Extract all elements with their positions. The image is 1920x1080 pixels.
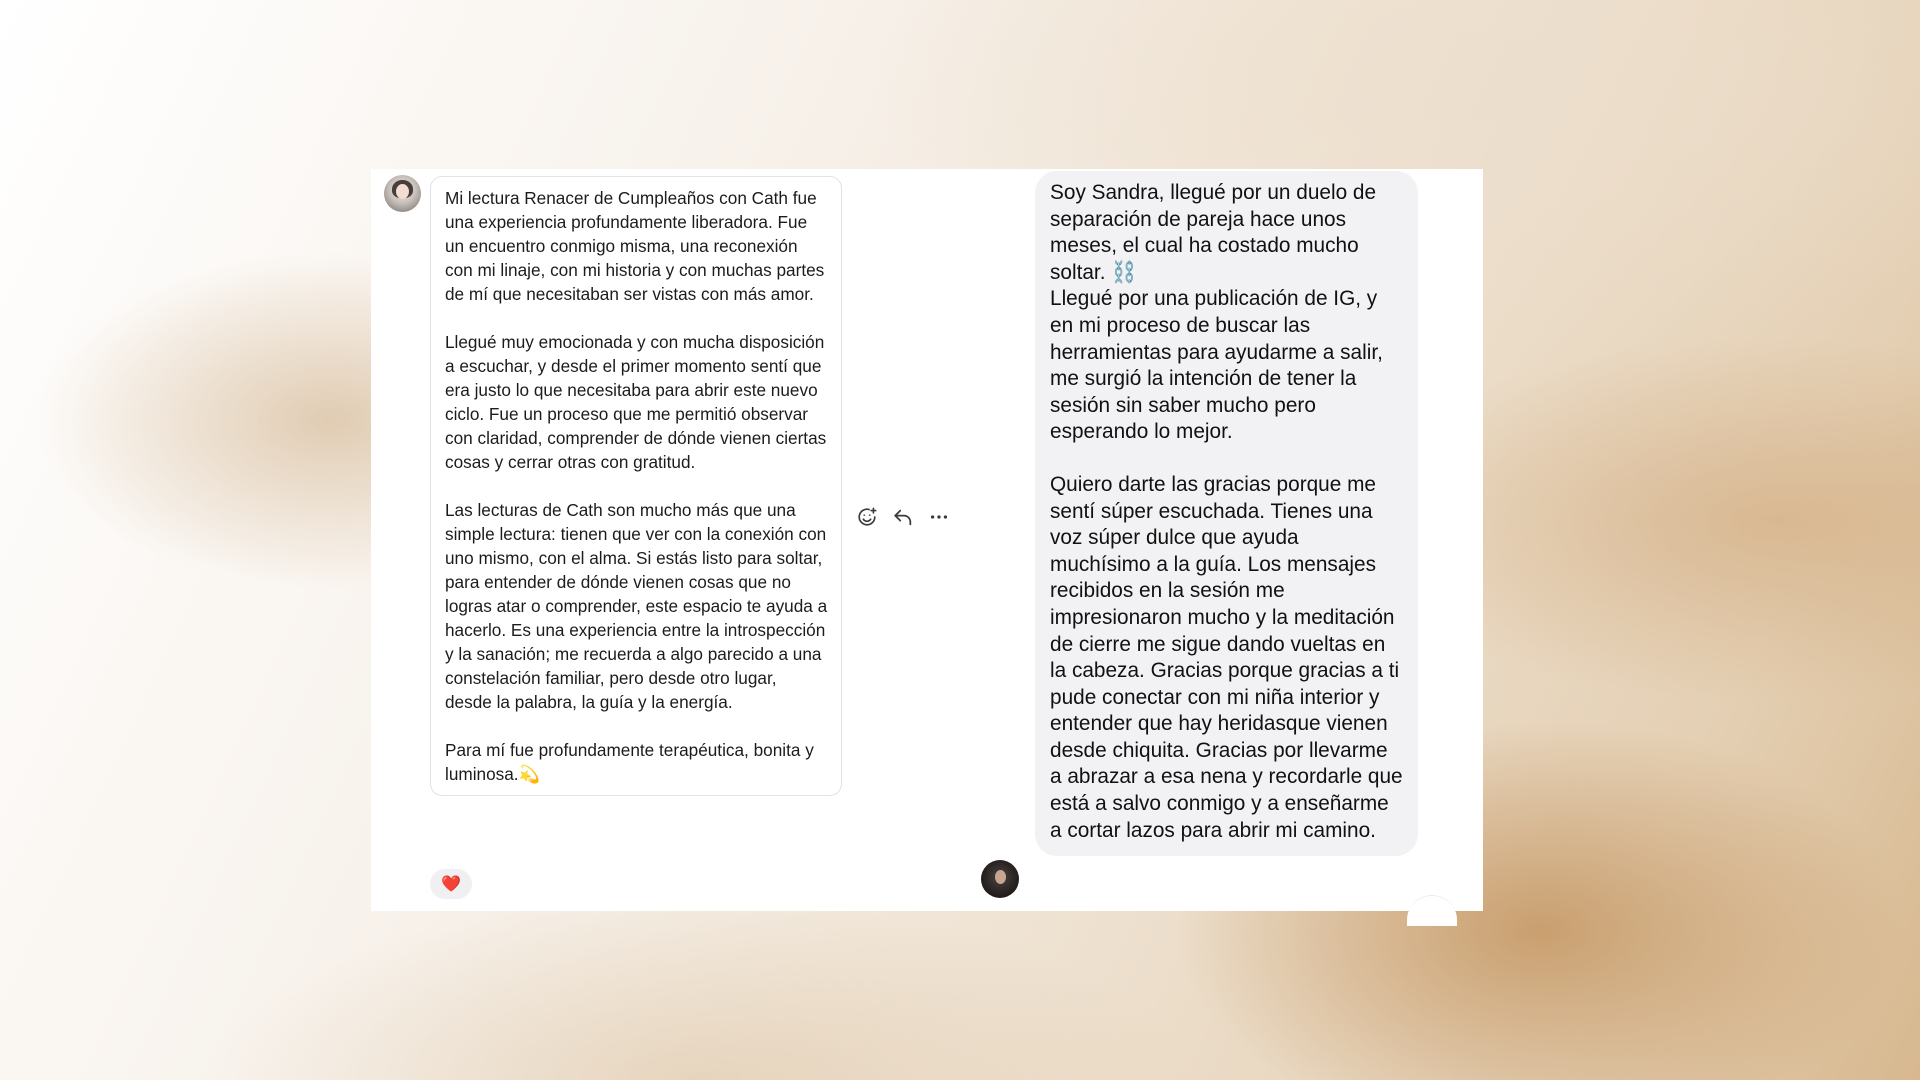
message-paragraph: Quiero darte las gracias porque me sentí súper escuchada. Tienes una voz súper dulce que ayuda muchísimo a la guía. Los mensajes recibidos en la sesión me impresionaron mucho y la meditación de cierre me sigue dando vueltas en la cabeza. Gracias porque gracias a ti pude conectar con mi niña interior y entender que hay heridasque vienen desde chiquita. Gracias por llevarme a abrazar a esa nena y recordarle que está a salvo conmigo y a enseñarme a cortar lazos para abrir mi camino. xyxy=(1050,472,1403,842)
message-paragraph: Mi lectura Renacer de Cumpleaños con Cath fue una experiencia profundamente liberadora. Fue un encuentro conmigo misma, una reconexión con mi linaje, con mi historia y con muchas partes de mí que necesitaban ser vistas con más amor. xyxy=(445,188,825,304)
message-paragraph: Soy Sandra, llegué por un duelo de separación de pareja hace unos meses, el cual ha costado mucho soltar. ⛓️ xyxy=(1050,181,1377,284)
reply-arrow-icon[interactable] xyxy=(891,505,915,529)
heart-reaction-badge[interactable] xyxy=(430,869,472,899)
received-message-bubble[interactable] xyxy=(430,176,842,796)
scroll-down-button[interactable] xyxy=(1407,895,1457,926)
sender-avatar[interactable] xyxy=(384,175,421,212)
chat-panel xyxy=(371,169,1483,911)
message-paragraph: Llegué por una publicación de IG, y en mi proceso de buscar las herramientas para ayudarme a salir, me surgió la intención de tener la sesión sin saber mucho pero esperando lo mejor. xyxy=(1050,287,1383,444)
message-actions xyxy=(855,505,951,529)
message-paragraph: Llegué muy emocionada y con mucha disposición a escuchar, y desde el primer momento sentí que era justo lo que necesitaba para abrir este nuevo ciclo. Fue un proceso que me permitió observar con claridad, comprender de dónde vienen ciertas cosas y cerrar otras con gratitud. xyxy=(445,332,827,472)
avatar-face xyxy=(995,870,1006,884)
more-dots-icon[interactable] xyxy=(927,505,951,529)
sent-message-bubble[interactable] xyxy=(1035,171,1418,856)
message-paragraph: Para mí fue profundamente terapéutica, bonita y luminosa.💫 xyxy=(445,740,814,784)
avatar-face xyxy=(396,184,409,199)
own-avatar[interactable] xyxy=(981,860,1019,898)
emoji-add-icon[interactable] xyxy=(855,505,879,529)
heart-reaction-icon: ❤️ xyxy=(441,876,461,893)
message-paragraph: Las lecturas de Cath son mucho más que una simple lectura: tienen que ver con la conexión con uno mismo, con el alma. Si estás listo para soltar, para entender de dónde vienen cosas que no logras atar o comprender, este espacio te ayuda a hacerlo. Es una experiencia entre la introspección y la sanación; me recuerda a algo parecido a una constelación familiar, pero desde otro lugar, desde la palabra, la guía y la energía. xyxy=(445,500,828,712)
